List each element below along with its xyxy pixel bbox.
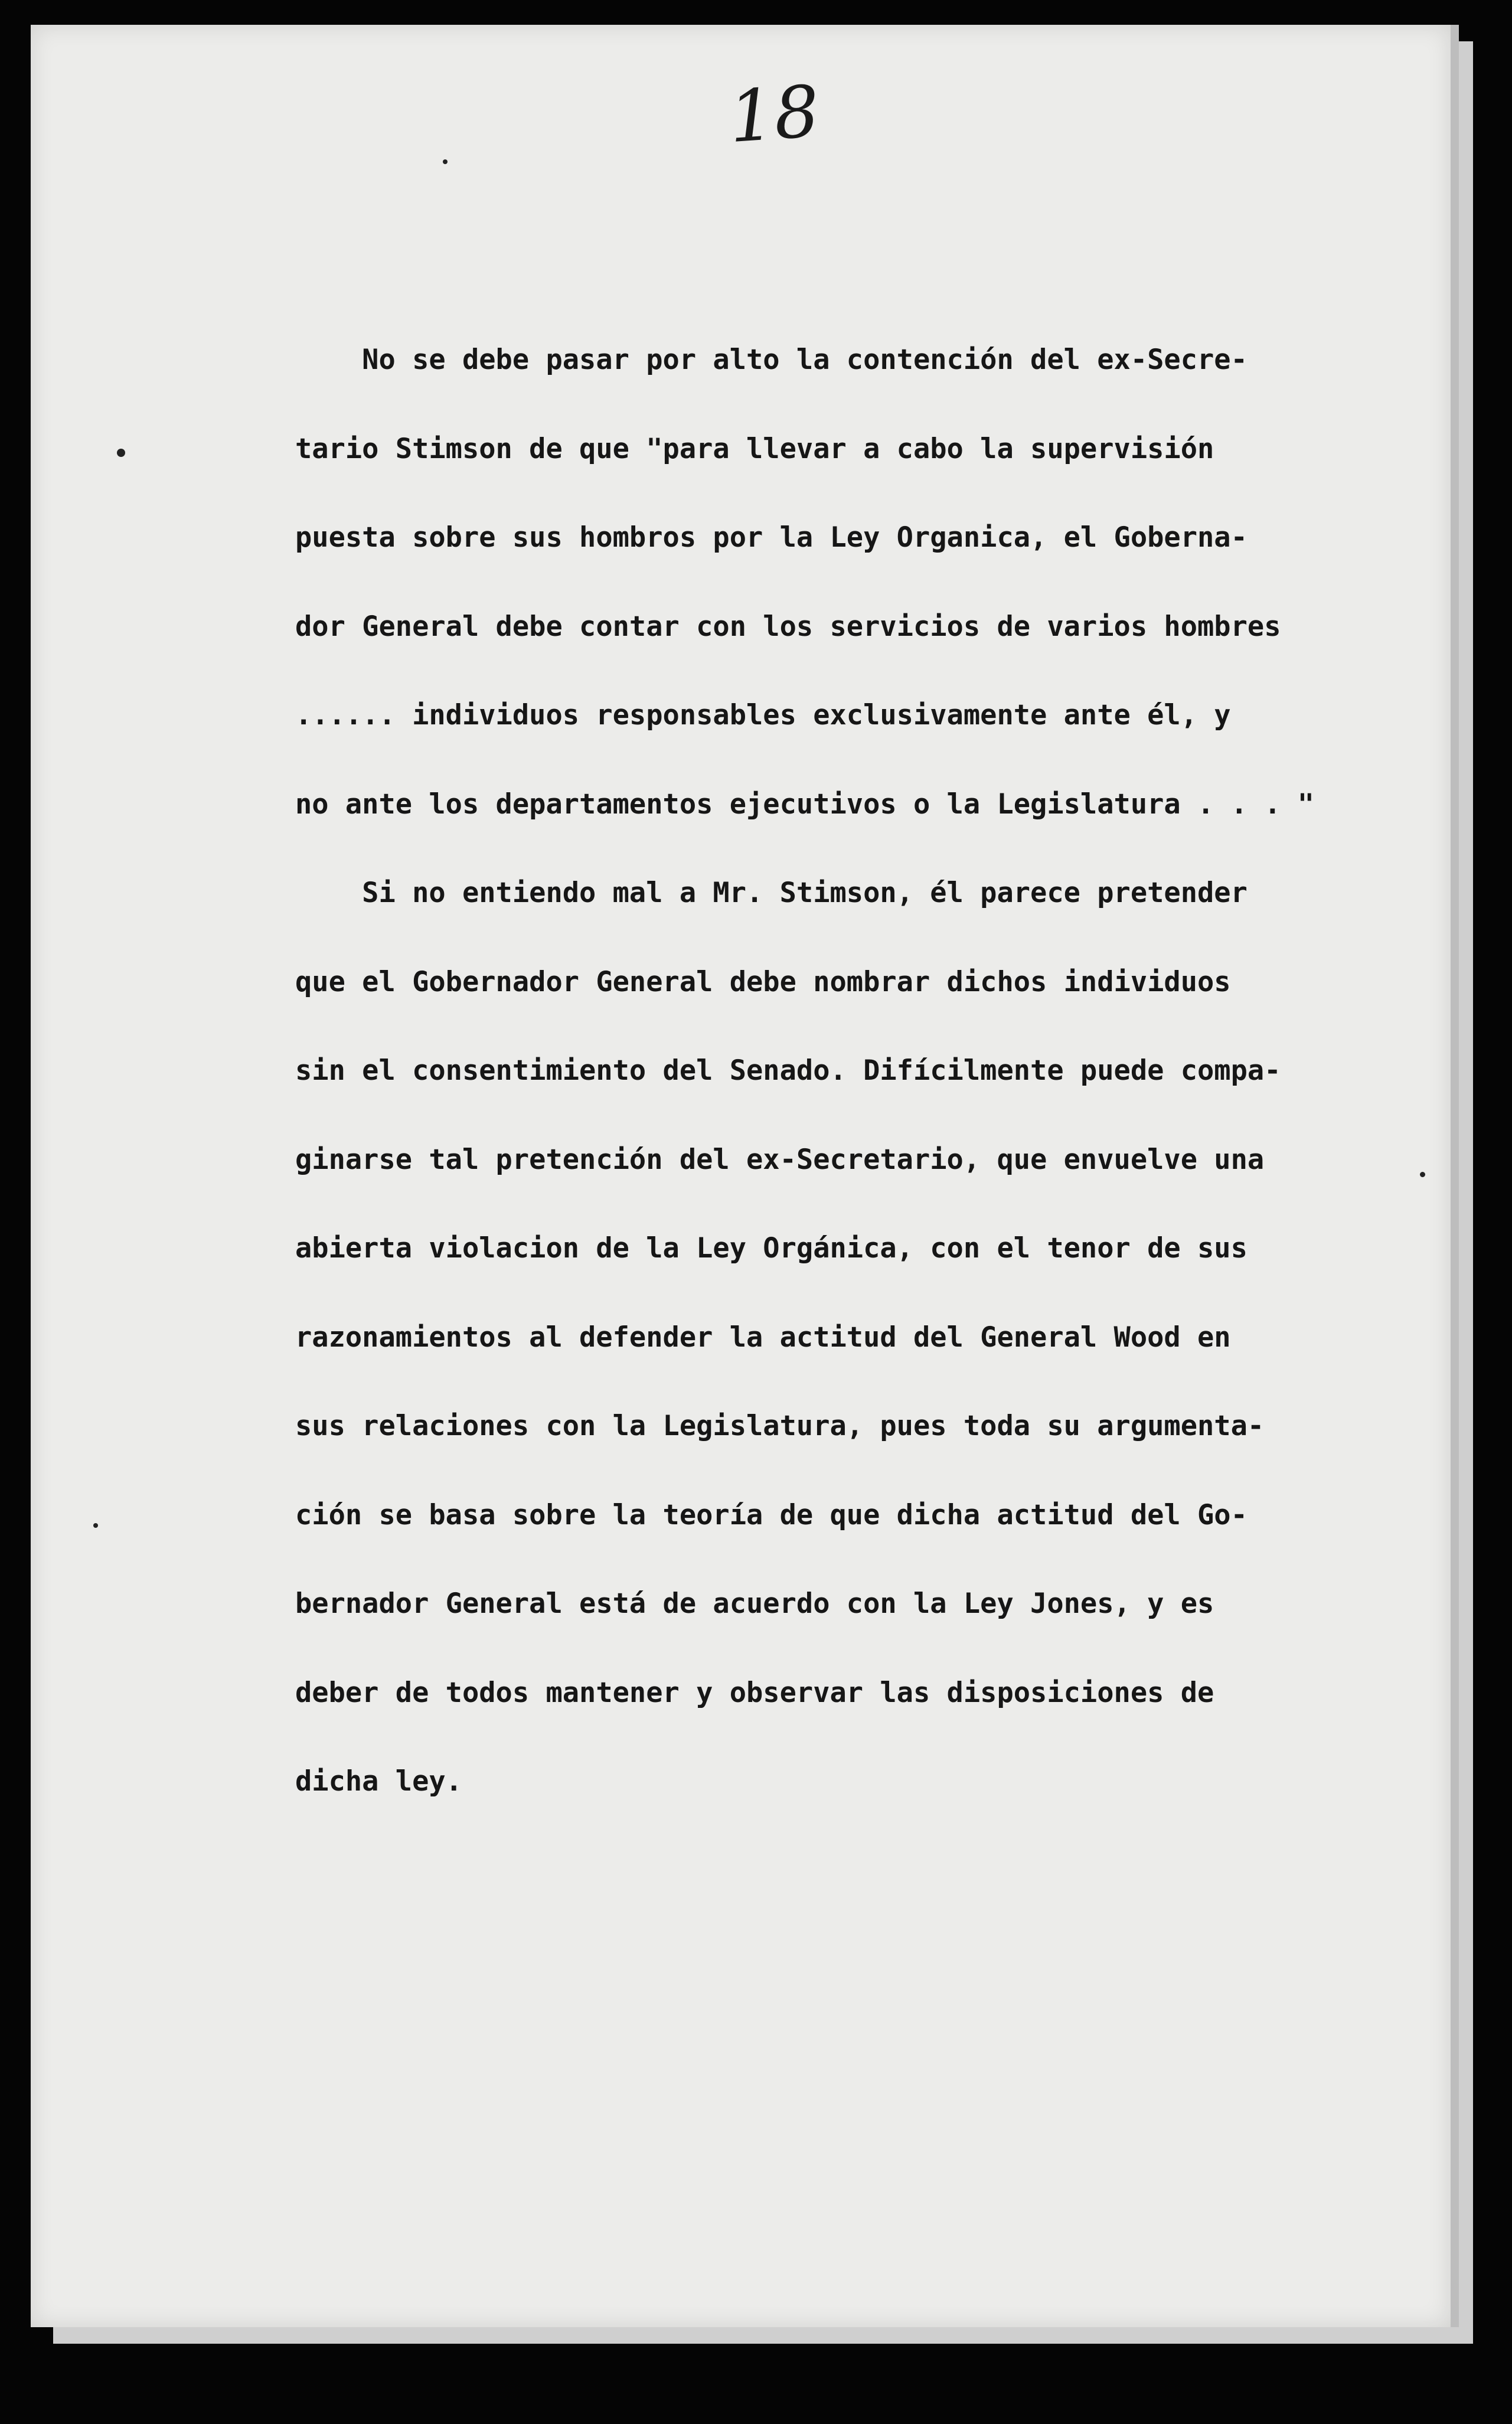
text-line: no ante los departamentos ejecutivos o la Legislatura . . . ": [295, 788, 1315, 821]
text-line: sus relaciones con la Legislatura, pues toda su argumenta-: [295, 1410, 1265, 1442]
text-line: puesta sobre sus hombros por la Ley Organica, el Goberna-: [295, 521, 1248, 554]
page-edge: [1451, 25, 1459, 2327]
text-line: ...... individuos responsables exclusivamente ante él, y: [295, 699, 1231, 731]
text-line: deber de todos mantener y observar las disposiciones de: [295, 1676, 1214, 1709]
text-line: sin el consentimiento del Senado. Difícilmente puede compa-: [295, 1054, 1281, 1087]
text-line: No se debe pasar por alto la contención del ex-Secre-: [295, 344, 1248, 376]
text-line: dor General debe contar con los servicios de varios hombres: [295, 610, 1281, 643]
text-line: Si no entiendo mal a Mr. Stimson, él parece pretender: [295, 877, 1248, 909]
handwritten-page-number: 18: [726, 70, 822, 159]
ink-speck: [1420, 1172, 1425, 1177]
typewritten-text-block: [295, 334, 1376, 1844]
text-line: razonamientos al defender la actitud del General Wood en: [295, 1321, 1231, 1354]
text-line: que el Gobernador General debe nombrar dichos individuos: [295, 965, 1231, 998]
text-line: abierta violacion de la Ley Orgánica, con el tenor de sus: [295, 1232, 1248, 1265]
text-line: ginarse tal pretención del ex-Secretario, que envuelve una: [295, 1143, 1265, 1176]
ink-speck: [117, 449, 125, 457]
ink-speck: [443, 159, 448, 164]
text-line: bernador General está de acuerdo con la Ley Jones, y es: [295, 1587, 1214, 1620]
ink-speck: [93, 1523, 98, 1528]
text-line: tario Stimson de que "para llevar a cabo la supervisión: [295, 432, 1214, 465]
text-line: dicha ley.: [295, 1765, 462, 1798]
text-line: ción se basa sobre la teoría de que dicha actitud del Go-: [295, 1498, 1248, 1531]
